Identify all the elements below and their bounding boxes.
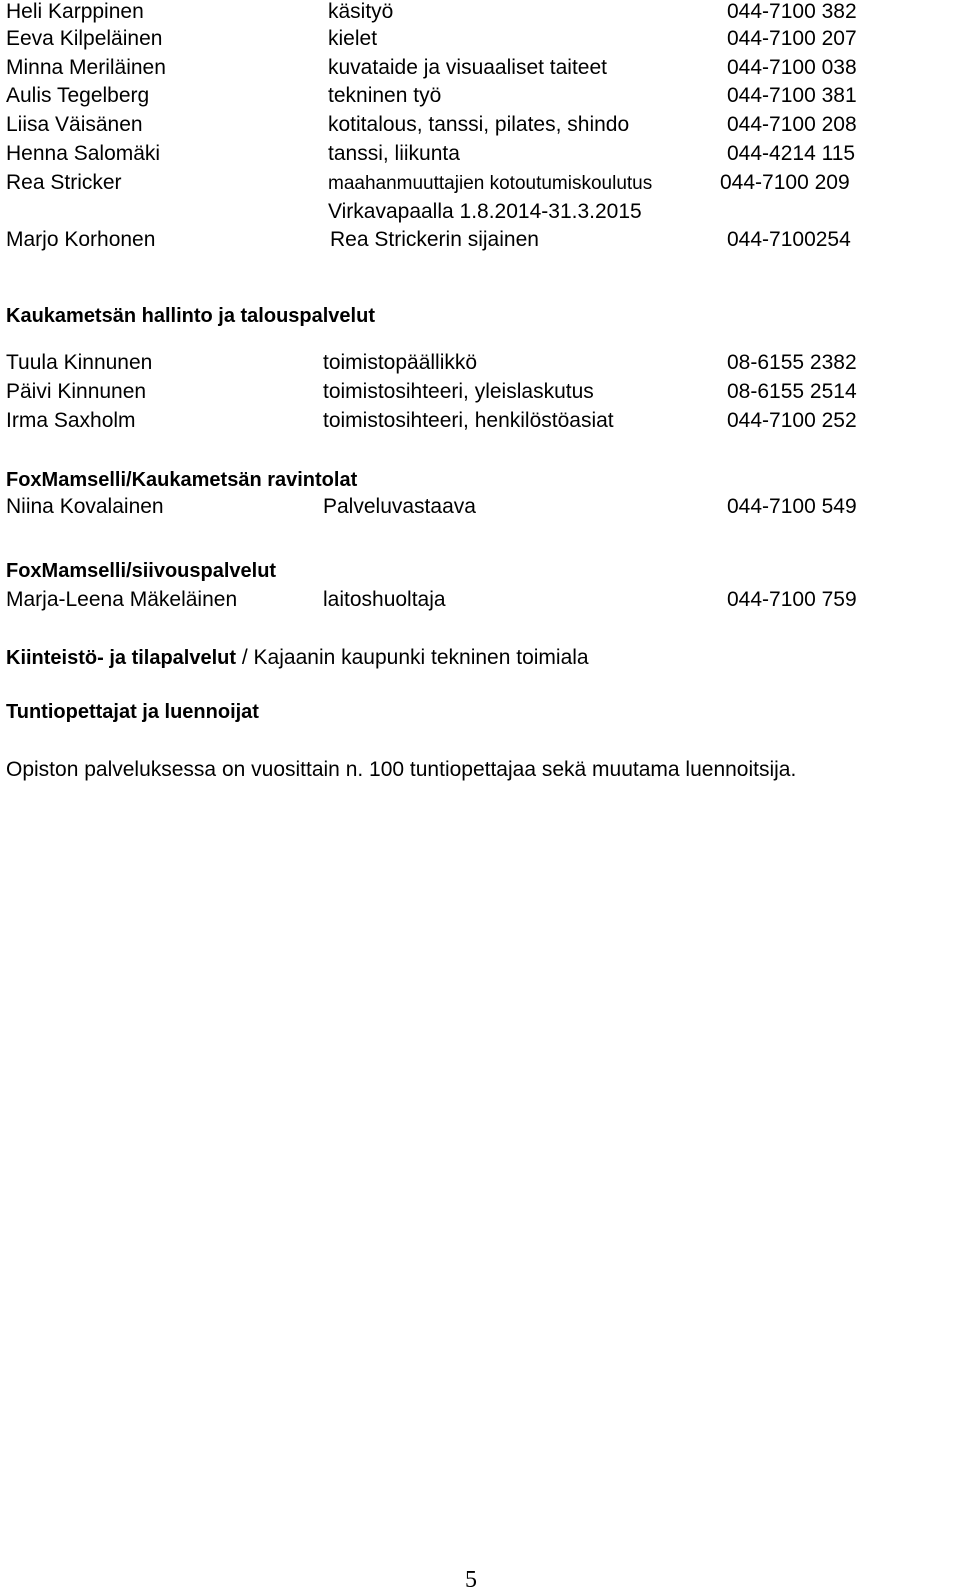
leave-note: Virkavapaalla 1.8.2014-31.3.2015 (328, 200, 642, 223)
staff-role: maahanmuuttajien kotoutumiskoulutus (328, 173, 653, 194)
staff-name: Minna Meriläinen (6, 56, 166, 79)
staff-name: Irma Saxholm (6, 409, 136, 432)
section-heading-admin: Kaukametsän hallinto ja talouspalvelut (6, 305, 375, 327)
staff-role: kotitalous, tanssi, pilates, shindo (328, 113, 630, 136)
staff-phone: 08-6155 2514 (727, 380, 857, 403)
staff-name: Marja-Leena Mäkeläinen (6, 588, 238, 611)
staff-name: Aulis Tegelberg (6, 84, 150, 107)
staff-phone: 044-7100 549 (727, 495, 857, 518)
section-heading-cleaning: FoxMamselli/siivouspalvelut (6, 560, 277, 582)
staff-role: tanssi, liikunta (328, 142, 460, 165)
staff-name: Tuula Kinnunen (6, 351, 153, 374)
staff-name: Henna Salomäki (6, 142, 161, 165)
staff-phone: 044-7100 382 (727, 0, 857, 23)
staff-phone: 044-7100 207 (727, 27, 857, 50)
staff-name: Eeva Kilpeläinen (6, 27, 163, 50)
substitute-name: Marjo Korhonen (6, 228, 156, 251)
staff-phone: 044-7100 208 (727, 113, 857, 136)
property-heading-bold: Kiinteistö- ja tilapalvelut (6, 647, 237, 669)
section-heading-property (6, 646, 589, 670)
staff-phone: 044-4214 115 (727, 142, 856, 165)
staff-role: laitoshuoltaja (323, 588, 446, 611)
staff-role: tekninen työ (328, 84, 442, 107)
staff-phone: 08-6155 2382 (727, 351, 857, 374)
staff-phone: 044-7100 038 (727, 56, 857, 79)
teachers-text: Opiston palveluksessa on vuosittain n. 100 tuntiopettajaa sekä muutama luennoitsija. (6, 758, 797, 781)
staff-phone: 044-7100 252 (727, 409, 857, 432)
staff-role: toimistosihteeri, henkilöstöasiat (323, 409, 614, 432)
staff-name: Rea Stricker (6, 171, 122, 194)
staff-role: toimistopäällikkö (323, 351, 478, 374)
page-number: 5 (465, 1567, 477, 1593)
property-heading-rest: / Kajaanin kaupunki tekninen toimiala (236, 646, 589, 669)
staff-role: Palveluvastaava (323, 495, 476, 518)
section-heading-restaurants: FoxMamselli/Kaukametsän ravintolat (6, 469, 358, 491)
staff-role: toimistosihteeri, yleislaskutus (323, 380, 594, 403)
staff-name: Heli Karppinen (6, 0, 144, 23)
substitute-role: Rea Strickerin sijainen (330, 228, 539, 251)
staff-role: käsityö (328, 0, 394, 23)
substitute-phone: 044-7100254 (727, 228, 851, 251)
staff-name: Päivi Kinnunen (6, 380, 147, 403)
staff-role: kuvataide ja visuaaliset taiteet (328, 56, 607, 79)
staff-phone: 044-7100 759 (727, 588, 857, 611)
staff-phone: 044-7100 209 (720, 171, 850, 194)
staff-phone: 044-7100 381 (727, 84, 857, 107)
staff-name: Niina Kovalainen (6, 495, 164, 518)
section-heading-teachers: Tuntiopettajat ja luennoijat (6, 701, 259, 723)
staff-role: kielet (328, 27, 378, 50)
staff-name: Liisa Väisänen (6, 113, 143, 136)
